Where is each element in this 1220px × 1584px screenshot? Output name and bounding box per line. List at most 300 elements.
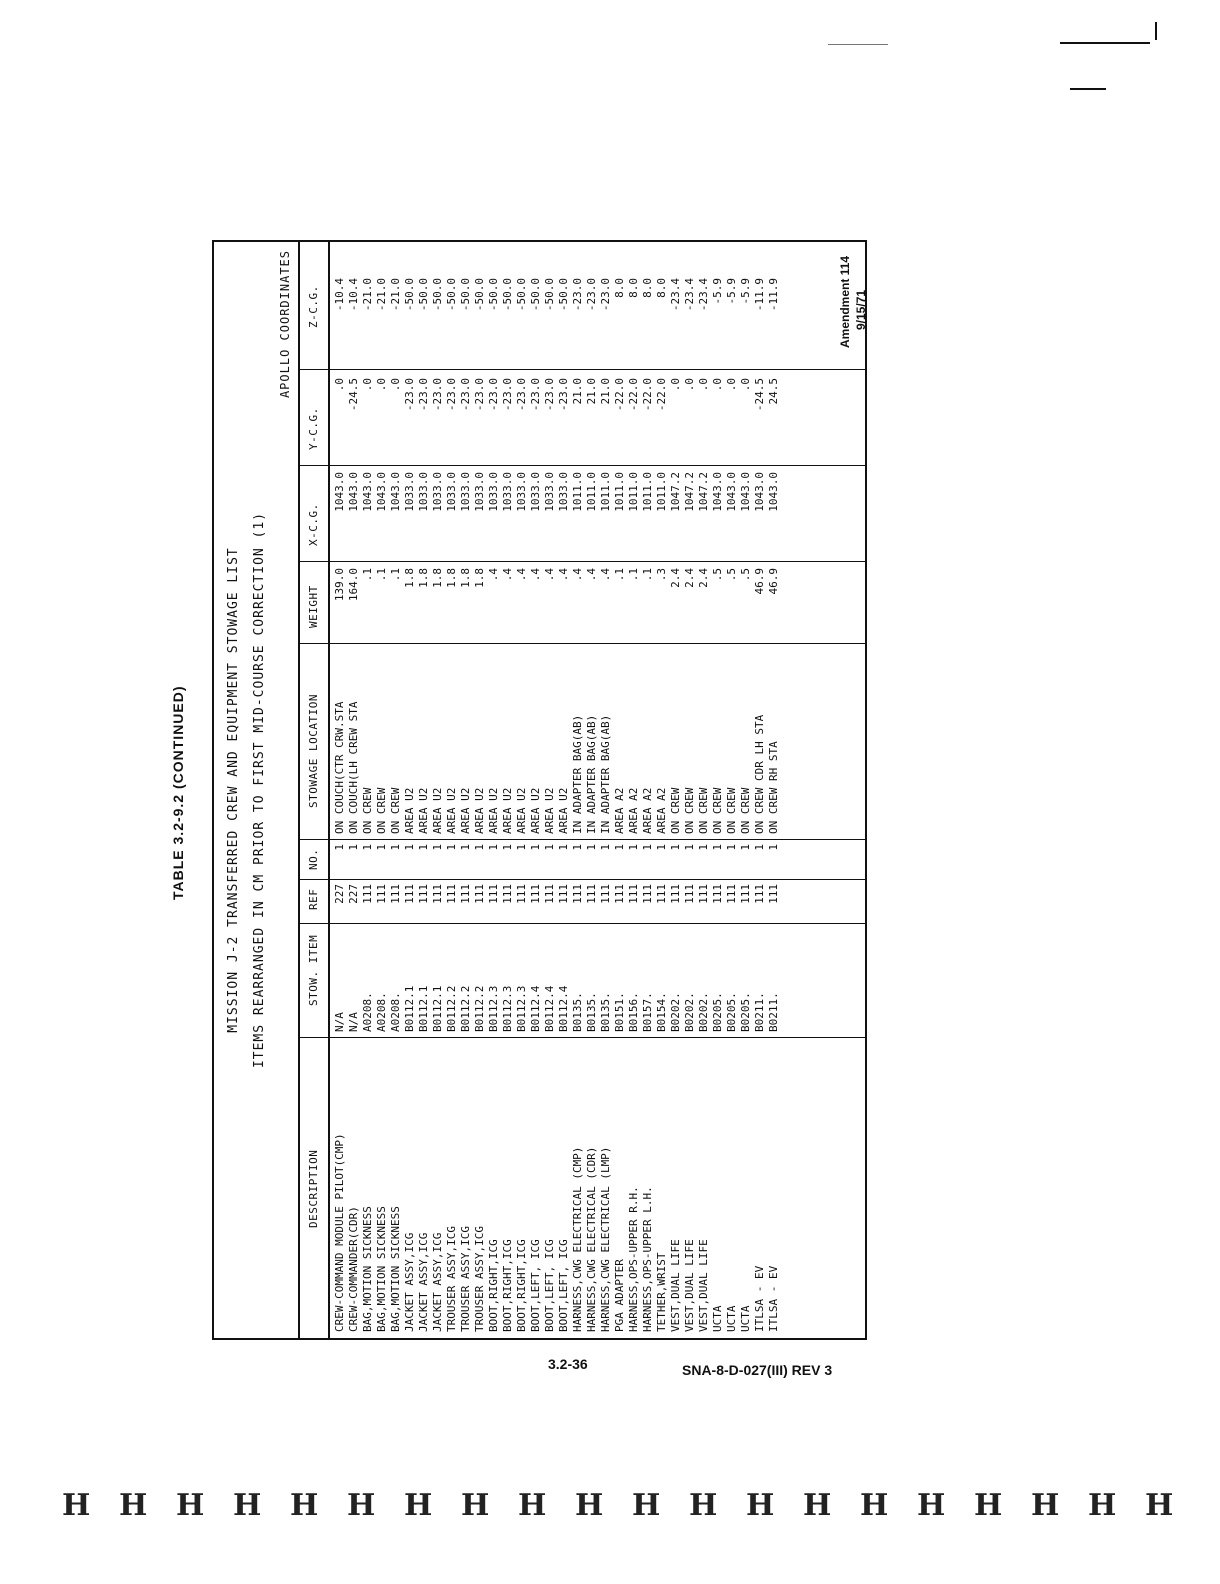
table-row: [333, 242, 347, 1338]
cell-description: PGA ADAPTER: [613, 1259, 626, 1332]
cell-no: 1: [753, 844, 766, 851]
cell-weight: 1.8: [459, 568, 472, 588]
cell-no: 1: [683, 844, 696, 851]
cell-stow-item: B0112.4: [557, 985, 570, 1032]
cell-weight: 1.8: [473, 568, 486, 588]
cell-stow-item: B0135.: [599, 992, 612, 1032]
cell-y-cg: -22.0: [613, 378, 626, 412]
cell-weight: .1: [389, 568, 402, 582]
cell-stow-item: B0202.: [683, 992, 696, 1032]
cell-weight: .4: [599, 568, 612, 582]
cell-description: HARNESS,CWG ELECTRICAL (CMP): [571, 1146, 584, 1332]
cell-z-cg: -50.0: [501, 278, 514, 312]
table-row: [557, 242, 571, 1338]
cell-stowage-location: AREA U2: [543, 787, 556, 834]
cell-stowage-location: IN ADAPTER BAG(AB): [585, 714, 598, 834]
cell-stow-item: B0154.: [655, 992, 668, 1032]
cell-stow-item: B0135.: [571, 992, 584, 1032]
cell-x-cg: 1043.0: [375, 472, 388, 512]
cell-stowage-location: AREA A2: [655, 787, 668, 834]
cell-z-cg: -23.4: [697, 278, 710, 312]
cell-stow-item: B0202.: [669, 992, 682, 1032]
table-row: [585, 242, 599, 1338]
cell-stow-item: B0112.3: [515, 985, 528, 1032]
cell-no: 1: [501, 844, 514, 851]
cell-x-cg: 1043.0: [347, 472, 360, 512]
cell-stowage-location: AREA U2: [487, 787, 500, 834]
cell-x-cg: 1043.0: [767, 472, 780, 512]
cell-weight: .5: [739, 568, 752, 582]
cell-y-cg: -23.0: [529, 378, 542, 412]
cell-x-cg: 1033.0: [403, 472, 416, 512]
table-rows: [333, 242, 781, 1338]
cell-z-cg: -50.0: [403, 278, 416, 312]
cell-x-cg: 1033.0: [487, 472, 500, 512]
cell-x-cg: 1047.2: [697, 472, 710, 512]
cell-y-cg: 21.0: [571, 378, 584, 405]
cell-stow-item: B0112.2: [459, 985, 472, 1032]
cell-z-cg: -5.9: [711, 278, 724, 305]
cell-weight: .1: [627, 568, 640, 582]
cell-weight: .4: [501, 568, 514, 582]
cell-y-cg: -23.0: [557, 378, 570, 412]
cell-stowage-location: ON COUCH(CTR CRW.STA: [333, 701, 346, 834]
col-header-no: NO.: [307, 848, 320, 870]
cell-ref: 111: [515, 884, 528, 904]
cell-stowage-location: AREA U2: [529, 787, 542, 834]
cell-weight: .5: [725, 568, 738, 582]
cell-description: BOOT,LEFT, ICG: [529, 1239, 542, 1332]
cell-weight: .4: [543, 568, 556, 582]
binding-glyph: H: [689, 1488, 718, 1523]
cell-ref: 111: [529, 884, 542, 904]
cell-description: TETHER,WRIST: [655, 1252, 668, 1332]
cell-description: ITLSA - EV: [767, 1265, 780, 1332]
table-row: [543, 242, 557, 1338]
table-row: [767, 242, 781, 1338]
cell-description: CREW-COMMAND MODULE PILOT(CMP): [333, 1133, 346, 1332]
cell-z-cg: -10.4: [347, 278, 360, 312]
table-row: [711, 242, 725, 1338]
cell-x-cg: 1011.0: [585, 472, 598, 512]
cell-description: UCTA: [711, 1305, 724, 1332]
cell-ref: 111: [459, 884, 472, 904]
table-row: [571, 242, 585, 1338]
cell-stow-item: B0211.: [753, 992, 766, 1032]
cell-weight: .4: [529, 568, 542, 582]
col-header-y-cg: Y-C.G.: [307, 407, 320, 450]
cell-no: 1: [375, 844, 388, 851]
cell-ref: 111: [739, 884, 752, 904]
cell-ref: 111: [613, 884, 626, 904]
cell-stowage-location: AREA U2: [473, 787, 486, 834]
cell-stowage-location: ON CREW: [361, 787, 374, 834]
binding-glyph: H: [746, 1488, 775, 1523]
cell-description: BAG,MOTION SICKNESS: [375, 1206, 388, 1332]
table-row: [669, 242, 683, 1338]
cell-x-cg: 1043.0: [739, 472, 752, 512]
cell-weight: 2.4: [697, 568, 710, 588]
cell-y-cg: -23.0: [473, 378, 486, 412]
cell-description: TROUSER ASSY,ICG: [473, 1226, 486, 1332]
cell-stow-item: B0112.1: [431, 985, 444, 1032]
cell-weight: .4: [487, 568, 500, 582]
binding-glyph: H: [518, 1488, 547, 1523]
cell-z-cg: -50.0: [473, 278, 486, 312]
cell-stow-item: B0112.1: [417, 985, 430, 1032]
cell-stow-item: B0205.: [725, 992, 738, 1032]
cell-y-cg: -24.5: [347, 378, 360, 412]
cell-stowage-location: ON CREW RH STA: [767, 741, 780, 834]
table-row: [459, 242, 473, 1338]
table-title-line1: MISSION J-2 TRANSFERRED CREW AND EQUIPMENT STOWAGE LIST: [226, 547, 241, 1033]
cell-weight: .1: [375, 568, 388, 582]
cell-no: 1: [571, 844, 584, 851]
cell-x-cg: 1033.0: [515, 472, 528, 512]
cell-ref: 111: [487, 884, 500, 904]
cell-description: ITLSA - EV: [753, 1265, 766, 1332]
cell-z-cg: -50.0: [529, 278, 542, 312]
cell-ref: 111: [557, 884, 570, 904]
cell-weight: 46.9: [767, 568, 780, 595]
cell-stowage-location: AREA U2: [417, 787, 430, 834]
cell-z-cg: -23.0: [585, 278, 598, 312]
cell-description: JACKET ASSY,ICG: [403, 1232, 416, 1332]
cell-ref: 111: [669, 884, 682, 904]
cell-no: 1: [655, 844, 668, 851]
cell-stowage-location: ON COUCH(LH CREW STA: [347, 701, 360, 834]
binding-glyph: H: [176, 1488, 205, 1523]
cell-no: 1: [711, 844, 724, 851]
cell-z-cg: -23.4: [669, 278, 682, 312]
cell-no: 1: [557, 844, 570, 851]
cell-y-cg: -23.0: [431, 378, 444, 412]
scan-mark: [1070, 88, 1106, 90]
table-row: [375, 242, 389, 1338]
table-row: [613, 242, 627, 1338]
cell-ref: 111: [627, 884, 640, 904]
cell-stowage-location: ON CREW: [711, 787, 724, 834]
binding-glyph: H: [1088, 1488, 1117, 1523]
cell-ref: 111: [585, 884, 598, 904]
cell-description: BOOT,LEFT, ICG: [543, 1239, 556, 1332]
table-row: [445, 242, 459, 1338]
table-row: [487, 242, 501, 1338]
amendment-label: Amendment 114: [838, 255, 852, 348]
cell-stowage-location: ON CREW: [375, 787, 388, 834]
cell-y-cg: .0: [697, 378, 710, 392]
cell-description: VEST,DUAL LIFE: [669, 1239, 682, 1332]
table-row: [403, 242, 417, 1338]
cell-x-cg: 1043.0: [389, 472, 402, 512]
cell-z-cg: -50.0: [459, 278, 472, 312]
binding-glyph: H: [461, 1488, 490, 1523]
cell-description: UCTA: [739, 1305, 752, 1332]
cell-description: UCTA: [725, 1305, 738, 1332]
cell-ref: 111: [431, 884, 444, 904]
cell-description: CREW-COMMANDER(CDR): [347, 1206, 360, 1332]
cell-y-cg: -23.0: [487, 378, 500, 412]
cell-x-cg: 1033.0: [459, 472, 472, 512]
cell-x-cg: 1011.0: [655, 472, 668, 512]
cell-description: JACKET ASSY,ICG: [431, 1232, 444, 1332]
cell-z-cg: -21.0: [361, 278, 374, 312]
cell-ref: 111: [417, 884, 430, 904]
cell-stowage-location: ON CREW: [739, 787, 752, 834]
col-header-x-cg: X-C.G.: [307, 503, 320, 546]
cell-y-cg: -23.0: [445, 378, 458, 412]
cell-z-cg: -23.0: [571, 278, 584, 312]
cell-ref: 111: [655, 884, 668, 904]
cell-no: 1: [627, 844, 640, 851]
cell-no: 1: [431, 844, 444, 851]
table-title-line2: ITEMS REARRANGED IN CM PRIOR TO FIRST MID-COURSE CORRECTION (1): [252, 511, 267, 1069]
cell-ref: 111: [641, 884, 654, 904]
cell-y-cg: -22.0: [655, 378, 668, 412]
cell-stow-item: B0112.1: [403, 985, 416, 1032]
cell-y-cg: .0: [711, 378, 724, 392]
cell-weight: .1: [641, 568, 654, 582]
cell-ref: 111: [697, 884, 710, 904]
cell-no: 1: [361, 844, 374, 851]
cell-z-cg: -10.4: [333, 278, 346, 312]
cell-x-cg: 1011.0: [641, 472, 654, 512]
binding-glyph: H: [62, 1488, 91, 1523]
cell-y-cg: 24.5: [767, 378, 780, 405]
table-row: [473, 242, 487, 1338]
cell-z-cg: -50.0: [445, 278, 458, 312]
cell-stow-item: B0211.: [767, 992, 780, 1032]
cell-no: 1: [739, 844, 752, 851]
cell-weight: .4: [585, 568, 598, 582]
cell-z-cg: -23.4: [683, 278, 696, 312]
col-header-ref: REF: [307, 888, 320, 910]
cell-no: 1: [585, 844, 598, 851]
cell-weight: 139.0: [333, 568, 346, 602]
cell-z-cg: -11.9: [753, 278, 766, 312]
cell-x-cg: 1043.0: [333, 472, 346, 512]
cell-y-cg: -23.0: [515, 378, 528, 412]
table-row: [599, 242, 613, 1338]
cell-weight: 1.8: [417, 568, 430, 588]
cell-stow-item: A0208.: [375, 992, 388, 1032]
table-row: [739, 242, 753, 1338]
cell-stow-item: B0112.2: [445, 985, 458, 1032]
cell-weight: .4: [515, 568, 528, 582]
binding-glyph: H: [119, 1488, 148, 1523]
col-header-stow-item: STOW. ITEM: [307, 934, 320, 1006]
cell-no: 1: [515, 844, 528, 851]
cell-stowage-location: ON CREW: [389, 787, 402, 834]
cell-no: 1: [389, 844, 402, 851]
binding-glyph: H: [860, 1488, 889, 1523]
cell-no: 1: [599, 844, 612, 851]
cell-description: HARNESS,CWG ELECTRICAL (LMP): [599, 1146, 612, 1332]
cell-weight: 1.8: [431, 568, 444, 588]
cell-y-cg: -23.0: [459, 378, 472, 412]
cell-stowage-location: AREA U2: [445, 787, 458, 834]
cell-description: JACKET ASSY,ICG: [417, 1232, 430, 1332]
cell-weight: .3: [655, 568, 668, 582]
cell-y-cg: .0: [389, 378, 402, 392]
cell-stowage-location: ON CREW: [697, 787, 710, 834]
cell-y-cg: -23.0: [417, 378, 430, 412]
cell-ref: 111: [473, 884, 486, 904]
cell-description: BOOT,RIGHT,ICG: [515, 1239, 528, 1332]
cell-stowage-location: ON CREW CDR LH STA: [753, 714, 766, 834]
binding-glyph: H: [974, 1488, 1003, 1523]
cell-description: HARNESS,OPS-UPPER L.H.: [641, 1186, 654, 1332]
cell-y-cg: -23.0: [403, 378, 416, 412]
cell-stow-item: B0135.: [585, 992, 598, 1032]
table-row: [347, 242, 361, 1338]
cell-stowage-location: AREA U2: [403, 787, 416, 834]
cell-y-cg: -22.0: [641, 378, 654, 412]
cell-ref: 111: [725, 884, 738, 904]
table-row: [431, 242, 445, 1338]
cell-stow-item: B0112.4: [529, 985, 542, 1032]
cell-x-cg: 1033.0: [557, 472, 570, 512]
cell-y-cg: -22.0: [627, 378, 640, 412]
table-row: [753, 242, 767, 1338]
table-header-row: [300, 242, 330, 1338]
table-row: [683, 242, 697, 1338]
table-row: [725, 242, 739, 1338]
cell-ref: 227: [333, 884, 346, 904]
cell-no: 1: [487, 844, 500, 851]
cell-weight: 2.4: [669, 568, 682, 588]
table-grid: [298, 242, 865, 1338]
cell-stow-item: B0112.4: [543, 985, 556, 1032]
cell-no: 1: [347, 844, 360, 851]
cell-z-cg: 8.0: [613, 278, 626, 298]
binding-glyph: H: [290, 1488, 319, 1523]
cell-y-cg: .0: [739, 378, 752, 392]
binding-glyph: H: [347, 1488, 376, 1523]
cell-z-cg: -11.9: [767, 278, 780, 312]
cell-stowage-location: AREA A2: [641, 787, 654, 834]
table-row: [641, 242, 655, 1338]
cell-y-cg: .0: [375, 378, 388, 392]
cell-y-cg: 21.0: [585, 378, 598, 405]
cell-ref: 111: [543, 884, 556, 904]
cell-stow-item: B0205.: [739, 992, 752, 1032]
cell-ref: 111: [753, 884, 766, 904]
cell-no: 1: [333, 844, 346, 851]
cell-x-cg: 1011.0: [571, 472, 584, 512]
cell-description: BOOT,RIGHT,ICG: [501, 1239, 514, 1332]
cell-weight: .4: [571, 568, 584, 582]
cell-z-cg: -23.0: [599, 278, 612, 312]
binding-glyph: H: [803, 1488, 832, 1523]
cell-stow-item: B0112.2: [473, 985, 486, 1032]
cell-y-cg: -23.0: [543, 378, 556, 412]
cell-stowage-location: AREA U2: [515, 787, 528, 834]
page-number: 3.2-36: [548, 1356, 588, 1372]
cell-x-cg: 1033.0: [529, 472, 542, 512]
cell-z-cg: -5.9: [725, 278, 738, 305]
cell-no: 1: [697, 844, 710, 851]
cell-no: 1: [445, 844, 458, 851]
scan-mark: [1060, 42, 1150, 44]
binding-glyph: H: [632, 1488, 661, 1523]
cell-stowage-location: AREA U2: [557, 787, 570, 834]
cell-stowage-location: ON CREW: [725, 787, 738, 834]
cell-description: BAG,MOTION SICKNESS: [389, 1206, 402, 1332]
cell-stowage-location: AREA A2: [627, 787, 640, 834]
amendment-date: 9/15/71: [854, 289, 868, 330]
cell-y-cg: .0: [683, 378, 696, 392]
table-row: [515, 242, 529, 1338]
binding-glyph: H: [1031, 1488, 1060, 1523]
cell-x-cg: 1011.0: [613, 472, 626, 512]
cell-description: BOOT,LEFT, ICG: [557, 1239, 570, 1332]
cell-ref: 111: [445, 884, 458, 904]
cell-no: 1: [669, 844, 682, 851]
scan-mark: [1155, 22, 1157, 40]
cell-no: 1: [543, 844, 556, 851]
table-row: [501, 242, 515, 1338]
cell-description: TROUSER ASSY,ICG: [445, 1226, 458, 1332]
cell-stow-item: N/A: [333, 1012, 346, 1032]
cell-ref: 111: [571, 884, 584, 904]
cell-weight: 46.9: [753, 568, 766, 595]
cell-weight: 1.8: [445, 568, 458, 588]
table-row: [417, 242, 431, 1338]
cell-x-cg: 1043.0: [361, 472, 374, 512]
cell-no: 1: [473, 844, 486, 851]
cell-x-cg: 1043.0: [711, 472, 724, 512]
cell-x-cg: 1043.0: [725, 472, 738, 512]
cell-x-cg: 1033.0: [445, 472, 458, 512]
cell-description: HARNESS,OPS-UPPER R.H.: [627, 1186, 640, 1332]
cell-z-cg: 8.0: [641, 278, 654, 298]
cell-z-cg: -50.0: [557, 278, 570, 312]
cell-stowage-location: AREA U2: [501, 787, 514, 834]
table-row: [389, 242, 403, 1338]
cell-description: HARNESS,CWG ELECTRICAL (CDR): [585, 1146, 598, 1332]
table-row: [697, 242, 711, 1338]
cell-z-cg: 8.0: [627, 278, 640, 298]
cell-z-cg: 8.0: [655, 278, 668, 298]
cell-ref: 227: [347, 884, 360, 904]
cell-z-cg: -21.0: [375, 278, 388, 312]
cell-y-cg: .0: [333, 378, 346, 392]
binding-glyph: H: [917, 1488, 946, 1523]
binding-glyph: H: [575, 1488, 604, 1523]
cell-stow-item: N/A: [347, 1012, 360, 1032]
apollo-coordinates-label: APOLLO COORDINATES: [278, 250, 292, 399]
cell-weight: .5: [711, 568, 724, 582]
col-header-description: DESCRIPTION: [307, 1149, 320, 1228]
cell-no: 1: [417, 844, 430, 851]
binding-glyph: H: [1145, 1488, 1174, 1523]
cell-description: VEST,DUAL LIFE: [697, 1239, 710, 1332]
cell-no: 1: [725, 844, 738, 851]
cell-stowage-location: AREA U2: [459, 787, 472, 834]
cell-weight: 1.8: [403, 568, 416, 588]
binding-glyph: H: [404, 1488, 433, 1523]
cell-stowage-location: AREA U2: [431, 787, 444, 834]
scan-mark: [828, 44, 888, 45]
cell-x-cg: 1043.0: [753, 472, 766, 512]
col-header-stowage-location: STOWAGE LOCATION: [307, 694, 320, 808]
cell-description: VEST,DUAL LIFE: [683, 1239, 696, 1332]
cell-x-cg: 1011.0: [599, 472, 612, 512]
cell-z-cg: -50.0: [543, 278, 556, 312]
cell-no: 1: [403, 844, 416, 851]
cell-x-cg: 1033.0: [417, 472, 430, 512]
